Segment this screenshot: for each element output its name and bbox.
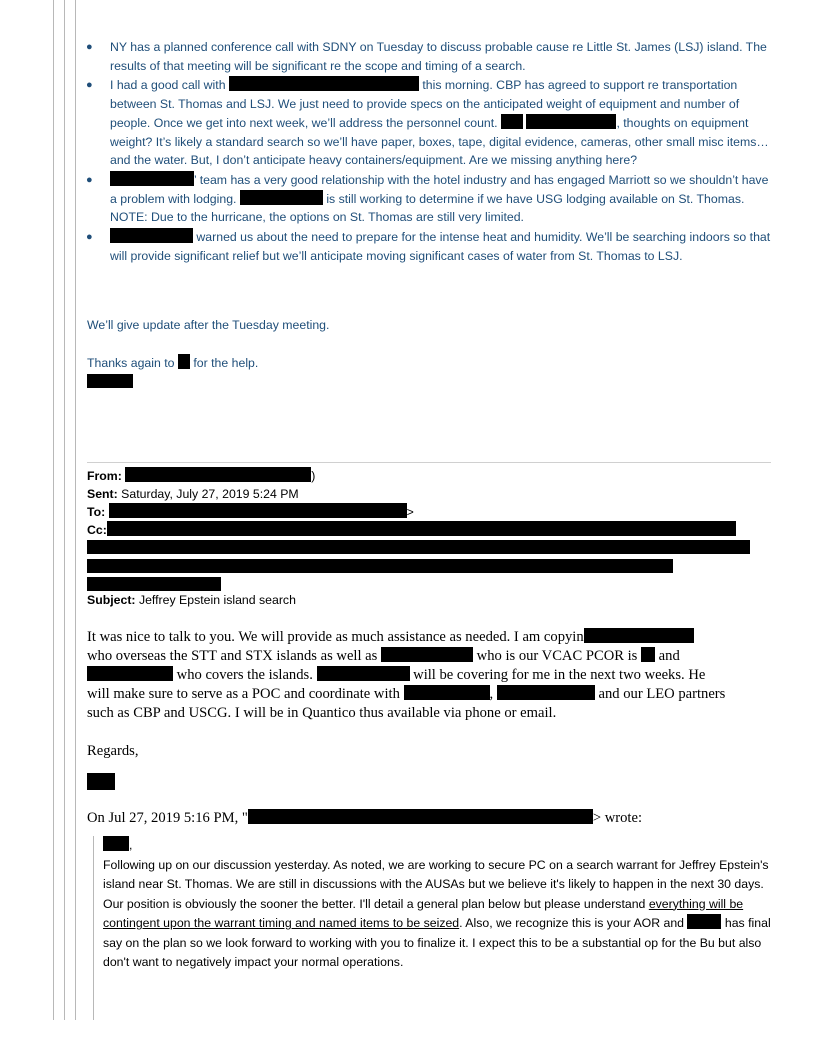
quote-bar xyxy=(93,836,94,1020)
list-item xyxy=(86,38,775,75)
quote-attribution: On Jul 27, 2019 5:16 PM, " > wrote: xyxy=(87,810,643,826)
bullet-text: , thoughts on equipment weight? It’s likely a standard search so we’ll have paper, boxes, tape, digital evidence, cameras, other small misc items…and the water. But, I don’t anticipate heavy containers/equipment. Are we missing anything here? xyxy=(110,115,769,168)
email-header xyxy=(87,467,777,539)
redaction xyxy=(125,467,311,482)
redaction xyxy=(497,685,595,700)
bullet-icon: ● xyxy=(86,41,93,53)
from-line: From: ) xyxy=(87,469,316,483)
bullet-list xyxy=(86,38,775,266)
redaction xyxy=(109,503,407,518)
redaction xyxy=(103,836,129,851)
bullet-icon: ● xyxy=(86,231,93,244)
redaction xyxy=(248,809,593,824)
bullet-text: warned us about the need to prepare for the intense heat and humidity. We’ll be searching indoors so that will provide significant relief but we’ll anticipate moving significant cases of water from St. Thomas to LSJ. xyxy=(110,230,771,263)
quote-bar xyxy=(53,0,54,1020)
bullet-text: NY has a planned conference call with SDNY on Tuesday to discuss probable cause re Little St. James (LSJ) island. The results of that meeting will be significant re the scope and timing of a search. xyxy=(110,40,767,73)
bullet-text: ’ team has a very good relationship with the hotel industry and has engaged Marriott so we shouldn’t have a problem with lodging. xyxy=(110,172,769,206)
redaction xyxy=(110,171,194,186)
signature-redaction xyxy=(87,374,133,388)
redaction xyxy=(687,914,721,929)
redaction xyxy=(87,540,750,554)
redaction xyxy=(87,577,221,591)
redaction xyxy=(110,228,193,243)
to-line: To: > xyxy=(87,505,414,519)
list-item xyxy=(86,76,775,170)
quote-bar xyxy=(75,0,76,1020)
redaction xyxy=(584,628,694,643)
redaction xyxy=(501,114,523,129)
quoted-message: , Following up on our discussion yesterday. As noted, we are working to secure PC on a search warrant for Jeffrey Epstein's island near St. Thomas. We are still in discussions with the AUSAs but we believe it's likely to happen in the next 30 days. Our position is obviously the sooner the better. I'll detail a general plan below but please understand everything will be contingent upon the warrant timing and named items to be seized. Also, we recognize this is your AOR and has final say on the plan so we look forward to working with you to finalize it. I expect this to be a substantial op for the Bu but also don't want to negatively impact your normal operations. xyxy=(103,838,771,969)
list-item xyxy=(86,171,775,227)
redaction xyxy=(641,647,655,662)
redaction xyxy=(87,666,173,681)
redaction xyxy=(381,647,473,662)
redaction xyxy=(107,521,736,536)
reply-body: It was nice to talk to you. We will provide as much assistance as needed. I am copyin who overseas the STT and STX islands as well as who is our VCAC PCOR is and who covers the islands. will be covering for me in the next two weeks. He will make sure to serve as a POC and coordinate with , and our LEO partners such as CBP and USCG. I will be in Quantico thus available via phone or email. Regards, xyxy=(87,629,726,759)
redaction xyxy=(526,114,616,129)
list-item xyxy=(86,228,775,265)
update-line: We’ll give update after the Tuesday meeting. xyxy=(87,318,330,332)
quote-bar xyxy=(64,0,65,1020)
bullet-text: is still working to determine if we have USG lodging available on St. Thomas. NOTE: Due to the hurricane, the options on St. Thomas are still very limited. xyxy=(110,191,745,225)
redaction xyxy=(317,666,410,681)
bullet-icon: ● xyxy=(86,79,93,92)
bullet-text: this morning. CBP has agreed to support re transportation between St. Thomas and LSJ. We just need to provide specs on the anticipated weight of equipment and number of people. Once we get into next week, we’ll address the personnel count. xyxy=(110,78,740,130)
redaction xyxy=(240,190,323,205)
bullet-icon: ● xyxy=(86,173,93,186)
redaction xyxy=(229,76,419,91)
redaction xyxy=(178,354,190,369)
thanks-line: Thanks again to for the help. xyxy=(87,356,259,370)
bullet-text: I had a good call with xyxy=(110,78,226,93)
separator xyxy=(87,462,771,463)
redaction xyxy=(404,685,490,700)
signature-redaction xyxy=(87,773,115,790)
redaction xyxy=(87,559,673,573)
cc-line: Cc: xyxy=(87,521,777,539)
sent-line: Sent: Saturday, July 27, 2019 5:24 PM xyxy=(87,487,299,501)
subject-line: Subject: Jeffrey Epstein island search xyxy=(87,593,296,607)
emphasis-text: everything will be contingent upon the warrant timing and named items to be seized xyxy=(103,896,744,930)
